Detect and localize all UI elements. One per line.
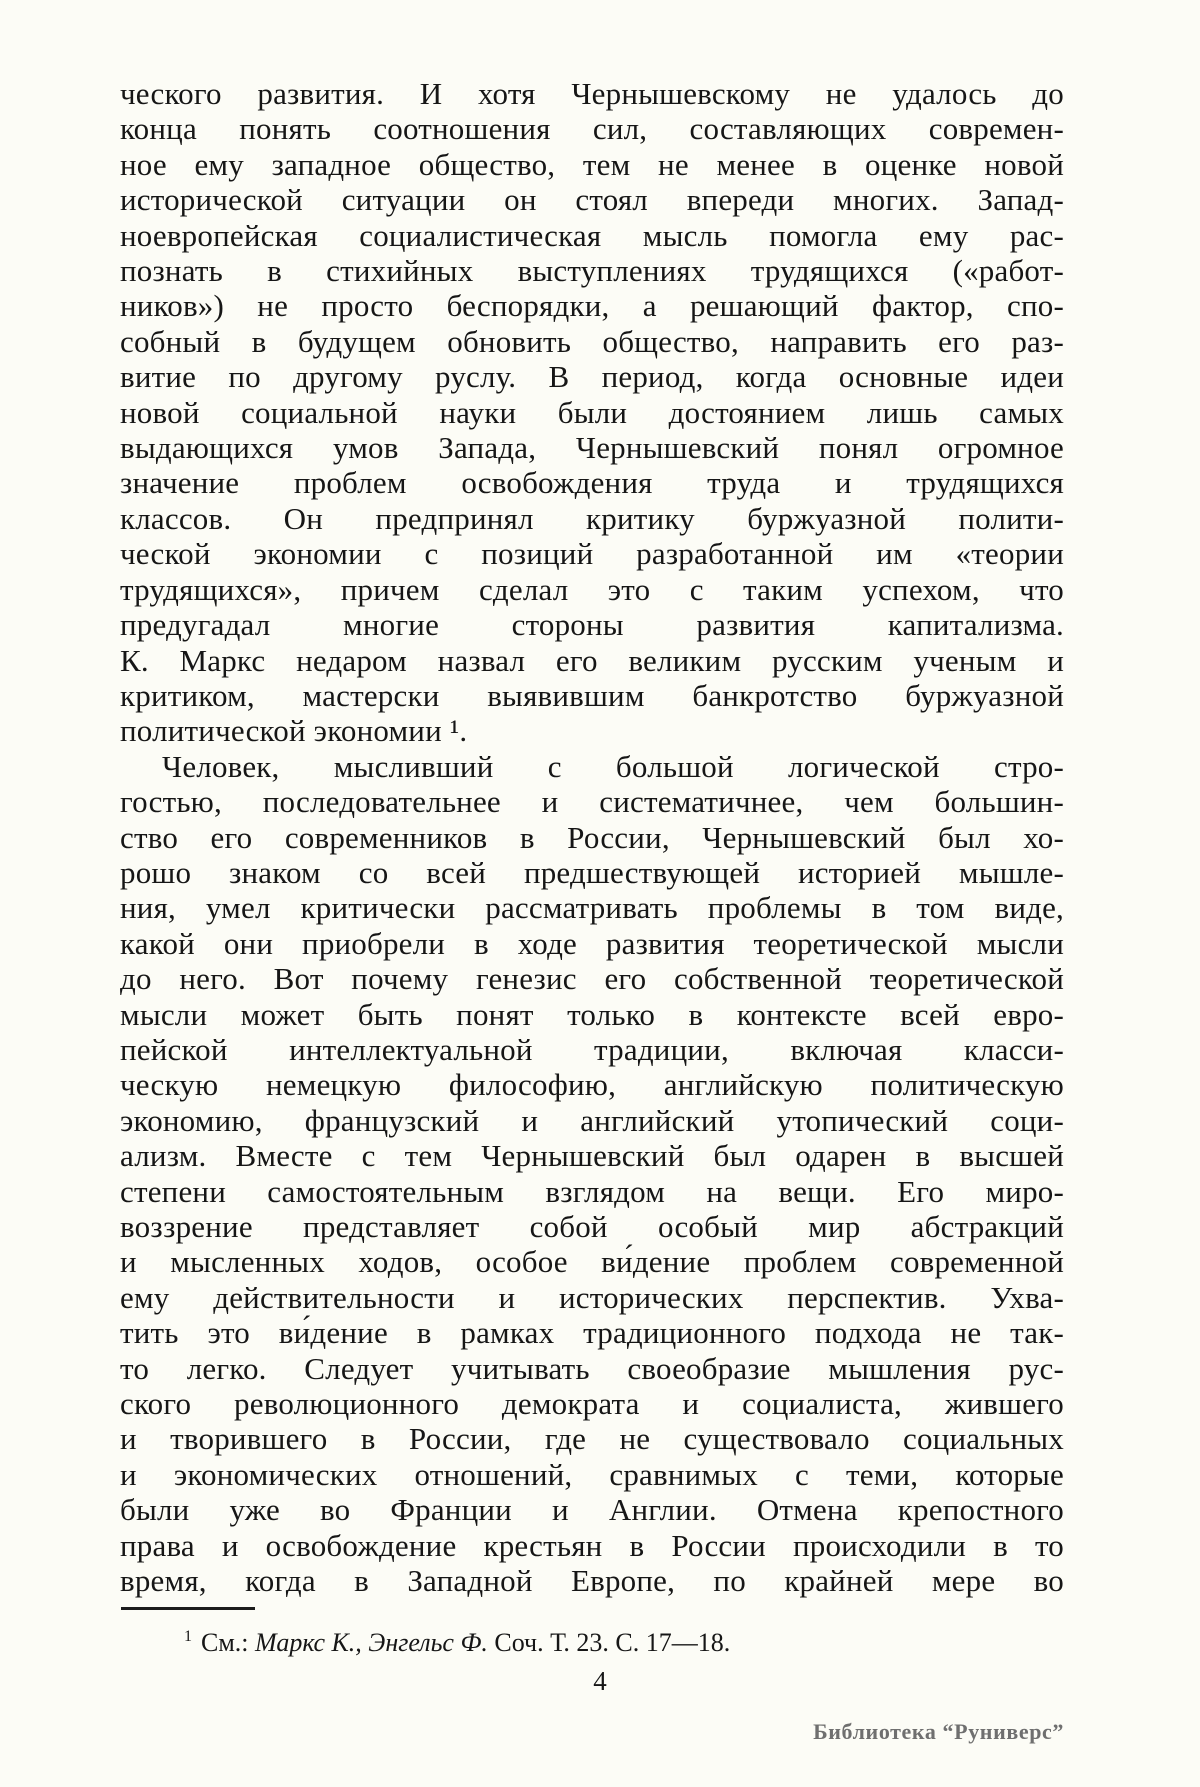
text-line: ство его современников в России, Чернышевский был хо- [120,819,1064,855]
text-line: степени самостоятельным взглядом на вещи. Его миро- [120,1173,1064,1209]
text-line: исторической ситуации он стоял впереди многих. Запад- [120,182,1064,218]
text-line: Человек, мысливший с большой логической стро- [162,748,1064,784]
text-line: собный в будущем обновить общество, направить его раз- [120,323,1064,359]
text-line: до него. Вот почему генезис его собственной теоретической [120,961,1064,997]
text-line: ческого развития. И хотя Чернышевскому не удалось до [120,76,1064,111]
footnote-see-label: См.: [201,1628,256,1657]
text-line: ния, умел критически рассматривать проблемы в том виде, [120,890,1064,926]
text-line: познать в стихийных выступлениях трудящихся («работ- [120,253,1064,289]
main-text [120,76,1064,1598]
text-line: ное ему западное общество, тем не менее в оценке новой [120,146,1064,182]
page-number: 4 [593,1666,607,1696]
text-line: тить это ви́дение в рамках традиционного подхода не так- [120,1315,1064,1351]
text-line: ноевропейская социалистическая мысль помогла ему рас- [120,217,1064,253]
footnote-authors: Маркс К., Энгельс Ф. [255,1628,488,1657]
text-line: пейской интеллектуальной традиции, включая класси- [120,1031,1064,1067]
text-line: трудящихся», причем сделал это с таким успехом, что [120,571,1064,607]
footnote-reference: Соч. Т. 23. С. 17—18. [487,1628,731,1657]
footnote-divider [121,1607,255,1610]
text-line: были уже во Франции и Англии. Отмена крепостного [120,1492,1064,1528]
text-line: ников») не просто беспорядки, а решающий фактор, спо- [120,288,1064,324]
text-line: значение проблем освобождения труда и трудящихся [120,465,1064,501]
text-line: ческой экономии с позиций разработанной им «теории [120,536,1064,572]
text-line: и экономических отношений, сравнимых с теми, которые [120,1456,1064,1492]
text-line: витие по другому руслу. В период, когда основные идеи [120,359,1064,395]
text-line: и творившего в России, где не существовало социальных [120,1421,1064,1457]
text-line: критиком, мастерски выявившим банкротство буржуазной [120,677,1064,713]
text-line: и мысленных ходов, особое ви́дение проблем современной [120,1244,1064,1280]
text-line: время, когда в Западной Европе, по крайней мере во [120,1563,1064,1599]
text-line: гостью, последовательнее и систематичнее, чем большин- [120,784,1064,820]
library-watermark: Библиотека “Руниверс” [813,1719,1064,1744]
text-line: политической экономии ¹. [120,713,468,749]
text-line: ализм. Вместе с тем Чернышевский был одарен в высшей [120,1138,1064,1174]
text-line: мысли может быть понят только в контексте всей евро- [120,996,1064,1032]
text-line: то легко. Следует учитывать своеобразие мышления рус- [120,1350,1064,1386]
footnote: 1 См.: Маркс К., Энгельс Ф. Соч. Т. 23. С. 17—18. [184,1628,731,1657]
text-line: ского революционного демократа и социалиста, жившего [120,1386,1064,1422]
text-line: рошо знаком со всей предшествующей историей мышле- [120,854,1064,890]
text-line: новой социальной науки были достоянием лишь самых [120,394,1064,430]
text-line: ему действительности и исторических перспектив. Ухва- [120,1279,1064,1315]
text-line: конца понять соотношения сил, составляющих современ- [120,111,1064,147]
text-line: выдающихся умов Запада, Чернышевский понял огромное [120,430,1064,466]
text-line: права и освобождение крестьян в России происходили в то [120,1527,1064,1563]
text-line: классов. Он предпринял критику буржуазной полити- [120,500,1064,536]
text-line: воззрение представляет собой особый мир абстракций [120,1209,1064,1244]
text-line: ческую немецкую философию, английскую политическую [120,1067,1064,1103]
text-line: какой они приобрели в ходе развития теоретической мысли [120,925,1064,961]
text-line: предугадал многие стороны развития капитализма. [120,607,1064,643]
text-line: экономию, французский и английский утопический соци- [120,1102,1064,1138]
text-line: К. Маркс недаром назвал его великим русским ученым и [120,642,1064,678]
